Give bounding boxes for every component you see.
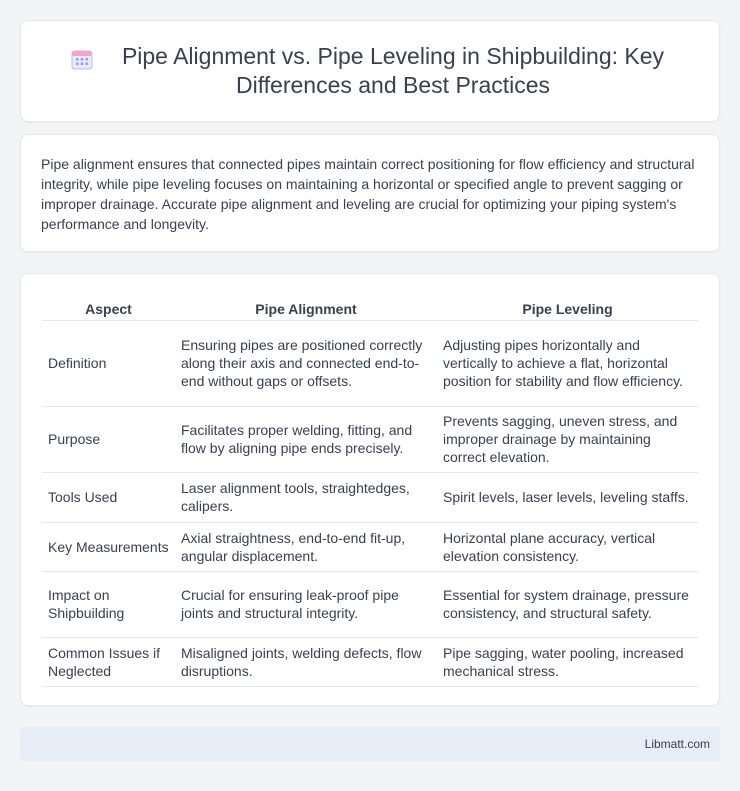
alignment-cell: Ensuring pipes are positioned correctly along their axis and connected end-to-end without gaps or offsets. xyxy=(175,320,437,406)
alignment-cell: Misaligned joints, welding defects, flow disruptions. xyxy=(175,637,437,686)
table-row xyxy=(42,637,698,686)
title-card xyxy=(20,20,720,122)
footer-bar xyxy=(20,727,720,761)
leveling-cell: Prevents sagging, uneven stress, and improper drainage by maintaining correct elevation. xyxy=(437,406,698,472)
header-pipe-alignment: Pipe Alignment xyxy=(175,294,437,320)
intro-text: Pipe alignment ensures that connected pipes maintain correct positioning for flow efficiency and structural integrity, while pipe leveling focuses on maintaining a horizontal or specified angle to prevent sagging or improper drainage. Accurate pipe alignment and leveling are crucial for optimizing your piping system's performance and longevity. xyxy=(41,156,695,232)
leveling-cell: Essential for system drainage, pressure consistency, and structural safety. xyxy=(437,571,698,637)
page-title: Pipe Alignment vs. Pipe Leveling in Shipbuilding: Key Differences and Best Practices xyxy=(121,43,665,98)
leveling-cell: Spirit levels, laser levels, leveling staffs. xyxy=(437,472,698,522)
footer-brand[interactable]: Libmatt.com xyxy=(644,737,710,751)
leveling-cell: Horizontal plane accuracy, vertical elevation consistency. xyxy=(437,522,698,571)
alignment-cell: Facilitates proper welding, fitting, and flow by aligning pipe ends precisely. xyxy=(175,406,437,472)
title-wrap xyxy=(21,21,719,121)
alignment-cell: Axial straightness, end-to-end fit-up, angular displacement. xyxy=(175,522,437,571)
comparison-card xyxy=(20,273,720,706)
aspect-cell: Tools Used xyxy=(42,472,175,522)
aspect-cell: Definition xyxy=(42,320,175,406)
aspect-cell: Key Measurements xyxy=(42,522,175,571)
table-row xyxy=(42,472,698,522)
leveling-cell: Pipe sagging, water pooling, increased mechanical stress. xyxy=(437,637,698,686)
alignment-cell: Crucial for ensuring leak-proof pipe joints and structural integrity. xyxy=(175,571,437,637)
calendar-icon xyxy=(71,48,93,70)
aspect-cell: Common Issues if Neglected xyxy=(42,637,175,686)
table-header-row xyxy=(42,294,698,320)
table-row xyxy=(42,406,698,472)
table-row xyxy=(42,522,698,571)
comparison-table xyxy=(42,294,698,687)
header-aspect: Aspect xyxy=(42,294,175,320)
aspect-cell: Impact on Shipbuilding xyxy=(42,571,175,637)
leveling-cell: Adjusting pipes horizontally and vertically to achieve a flat, horizontal position for stability and flow efficiency. xyxy=(437,320,698,406)
table-row xyxy=(42,320,698,406)
header-pipe-leveling: Pipe Leveling xyxy=(437,294,698,320)
aspect-cell: Purpose xyxy=(42,406,175,472)
alignment-cell: Laser alignment tools, straightedges, calipers. xyxy=(175,472,437,522)
table-row xyxy=(42,571,698,637)
intro-card xyxy=(20,134,720,252)
